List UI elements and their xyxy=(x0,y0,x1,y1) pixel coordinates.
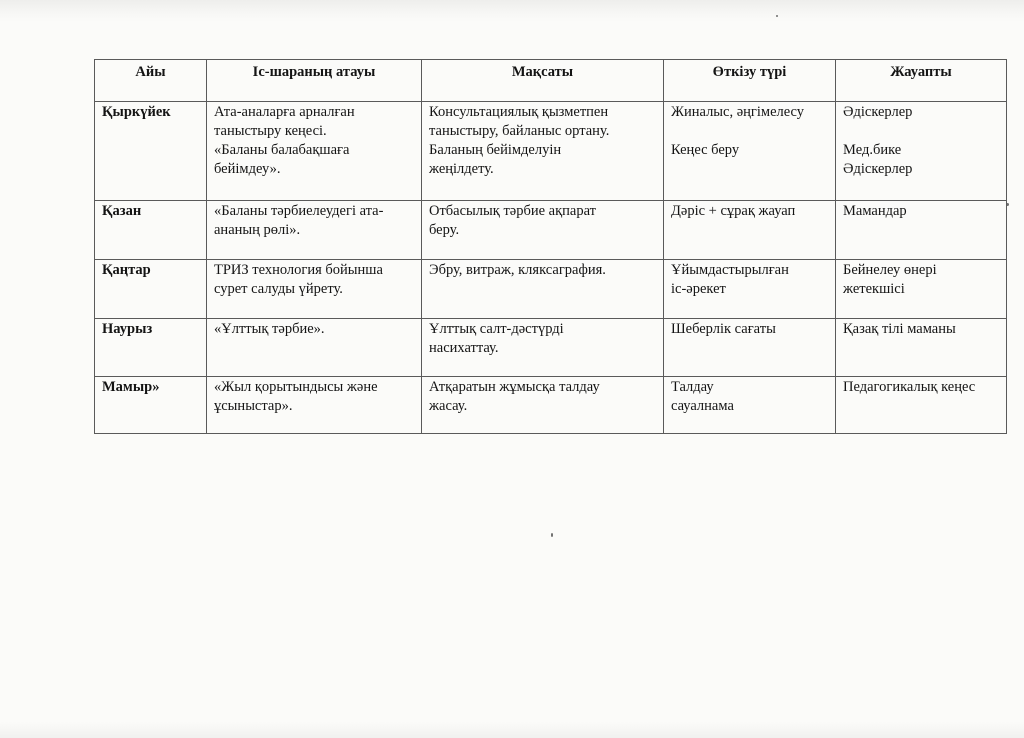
cell-line: Талдау xyxy=(671,379,714,395)
table-row xyxy=(95,377,1007,434)
cell-line: Атқаратын жұмысқа талдау xyxy=(429,379,600,395)
goal-cell xyxy=(422,102,664,201)
goal-cell xyxy=(422,201,664,260)
parents-work-plan-table xyxy=(94,59,1007,434)
event-cell xyxy=(207,201,422,260)
scan-edge-top xyxy=(0,0,1024,22)
cell-line: ұсыныстар». xyxy=(214,398,293,414)
cell-line: Ұйымдастырылған xyxy=(671,262,789,278)
cell-line: жетекшісі xyxy=(843,281,905,297)
table-row xyxy=(95,260,1007,319)
header-form: Өткізу түрі xyxy=(664,60,836,102)
responsible-cell xyxy=(836,319,1007,377)
form-cell xyxy=(664,102,836,201)
goal-cell xyxy=(422,260,664,319)
form-cell xyxy=(664,377,836,434)
month-cell: Қазан xyxy=(95,201,207,260)
responsible-cell xyxy=(836,377,1007,434)
cell-line: іс-әрекет xyxy=(671,281,726,297)
cell-line: Әдіскерлер xyxy=(843,161,913,177)
cell-line: Консультациялық қызметпен xyxy=(429,104,609,120)
cell-line: Бейнелеу өнері xyxy=(843,262,937,278)
event-cell xyxy=(207,260,422,319)
responsible-cell xyxy=(836,260,1007,319)
cell-line: Шеберлік сағаты xyxy=(671,321,776,337)
responsible-cell xyxy=(836,102,1007,201)
event-cell xyxy=(207,377,422,434)
cell-line: Мед.бике xyxy=(843,142,902,158)
cell-line: ананың рөлі». xyxy=(214,222,301,238)
responsible-cell xyxy=(836,201,1007,260)
cell-line: «Ұлттық тәрбие». xyxy=(214,321,325,337)
cell-line: Қазақ тілі маманы xyxy=(843,321,956,337)
cell-line: «Баланы тәрбиелеудегі ата- xyxy=(214,203,384,219)
cell-line: Ұлттық салт-дәстүрді xyxy=(429,321,564,337)
cell-line: Мамандар xyxy=(843,203,907,219)
form-cell xyxy=(664,201,836,260)
header-goal: Мақсаты xyxy=(422,60,664,102)
cell-line: жеңілдету. xyxy=(429,161,494,177)
header-event-name: Іс-шараның атауы xyxy=(207,60,422,102)
month-cell: Наурыз xyxy=(95,319,207,377)
form-cell xyxy=(664,260,836,319)
scan-speck xyxy=(551,533,553,537)
scan-edge-bottom xyxy=(0,722,1024,738)
cell-line: Дәріс + сұрақ жауап xyxy=(671,203,796,219)
cell-line: таныстыру, байланыс ортану. xyxy=(429,123,610,139)
cell-line: Ата-аналарға арналған xyxy=(214,104,355,120)
month-cell: Мамыр» xyxy=(95,377,207,434)
scan-speck xyxy=(776,15,778,17)
table-row xyxy=(95,102,1007,201)
cell-line: Эбру, витраж, кляксаграфия. xyxy=(429,262,606,278)
header-month: Айы xyxy=(95,60,207,102)
table-row xyxy=(95,201,1007,260)
cell-line: таныстыру кеңесі. xyxy=(214,123,327,139)
table-header-row xyxy=(95,60,1007,102)
cell-line: сауалнама xyxy=(671,398,734,414)
form-cell xyxy=(664,319,836,377)
goal-cell xyxy=(422,377,664,434)
cell-blank-line xyxy=(843,122,999,141)
cell-line: беру. xyxy=(429,222,460,238)
cell-line: «Жыл қорытындысы және xyxy=(214,379,378,395)
table-row xyxy=(95,319,1007,377)
event-cell xyxy=(207,319,422,377)
cell-line: «Баланы балабақшаға xyxy=(214,142,350,158)
month-cell: Қыркүйек xyxy=(95,102,207,201)
cell-line: Баланың бейімделуін xyxy=(429,142,562,158)
cell-line: насихаттау. xyxy=(429,340,499,356)
cell-line: Жиналыс, әңгімелесу xyxy=(671,104,805,120)
cell-line: Кеңес беру xyxy=(671,142,740,158)
header-responsible: Жауапты xyxy=(836,60,1007,102)
event-cell xyxy=(207,102,422,201)
cell-line: Әдіскерлер xyxy=(843,104,913,120)
goal-cell xyxy=(422,319,664,377)
cell-line: Педагогикалық кеңес xyxy=(843,379,976,395)
cell-line: ТРИЗ технология бойынша xyxy=(214,262,383,278)
month-cell: Қаңтар xyxy=(95,260,207,319)
cell-line: жасау. xyxy=(429,398,468,414)
cell-blank-line xyxy=(671,122,828,141)
cell-line: бейімдеу». xyxy=(214,161,281,177)
cell-line: Отбасылық тәрбие ақпарат xyxy=(429,203,596,219)
cell-line: сурет салуды үйрету. xyxy=(214,281,343,297)
